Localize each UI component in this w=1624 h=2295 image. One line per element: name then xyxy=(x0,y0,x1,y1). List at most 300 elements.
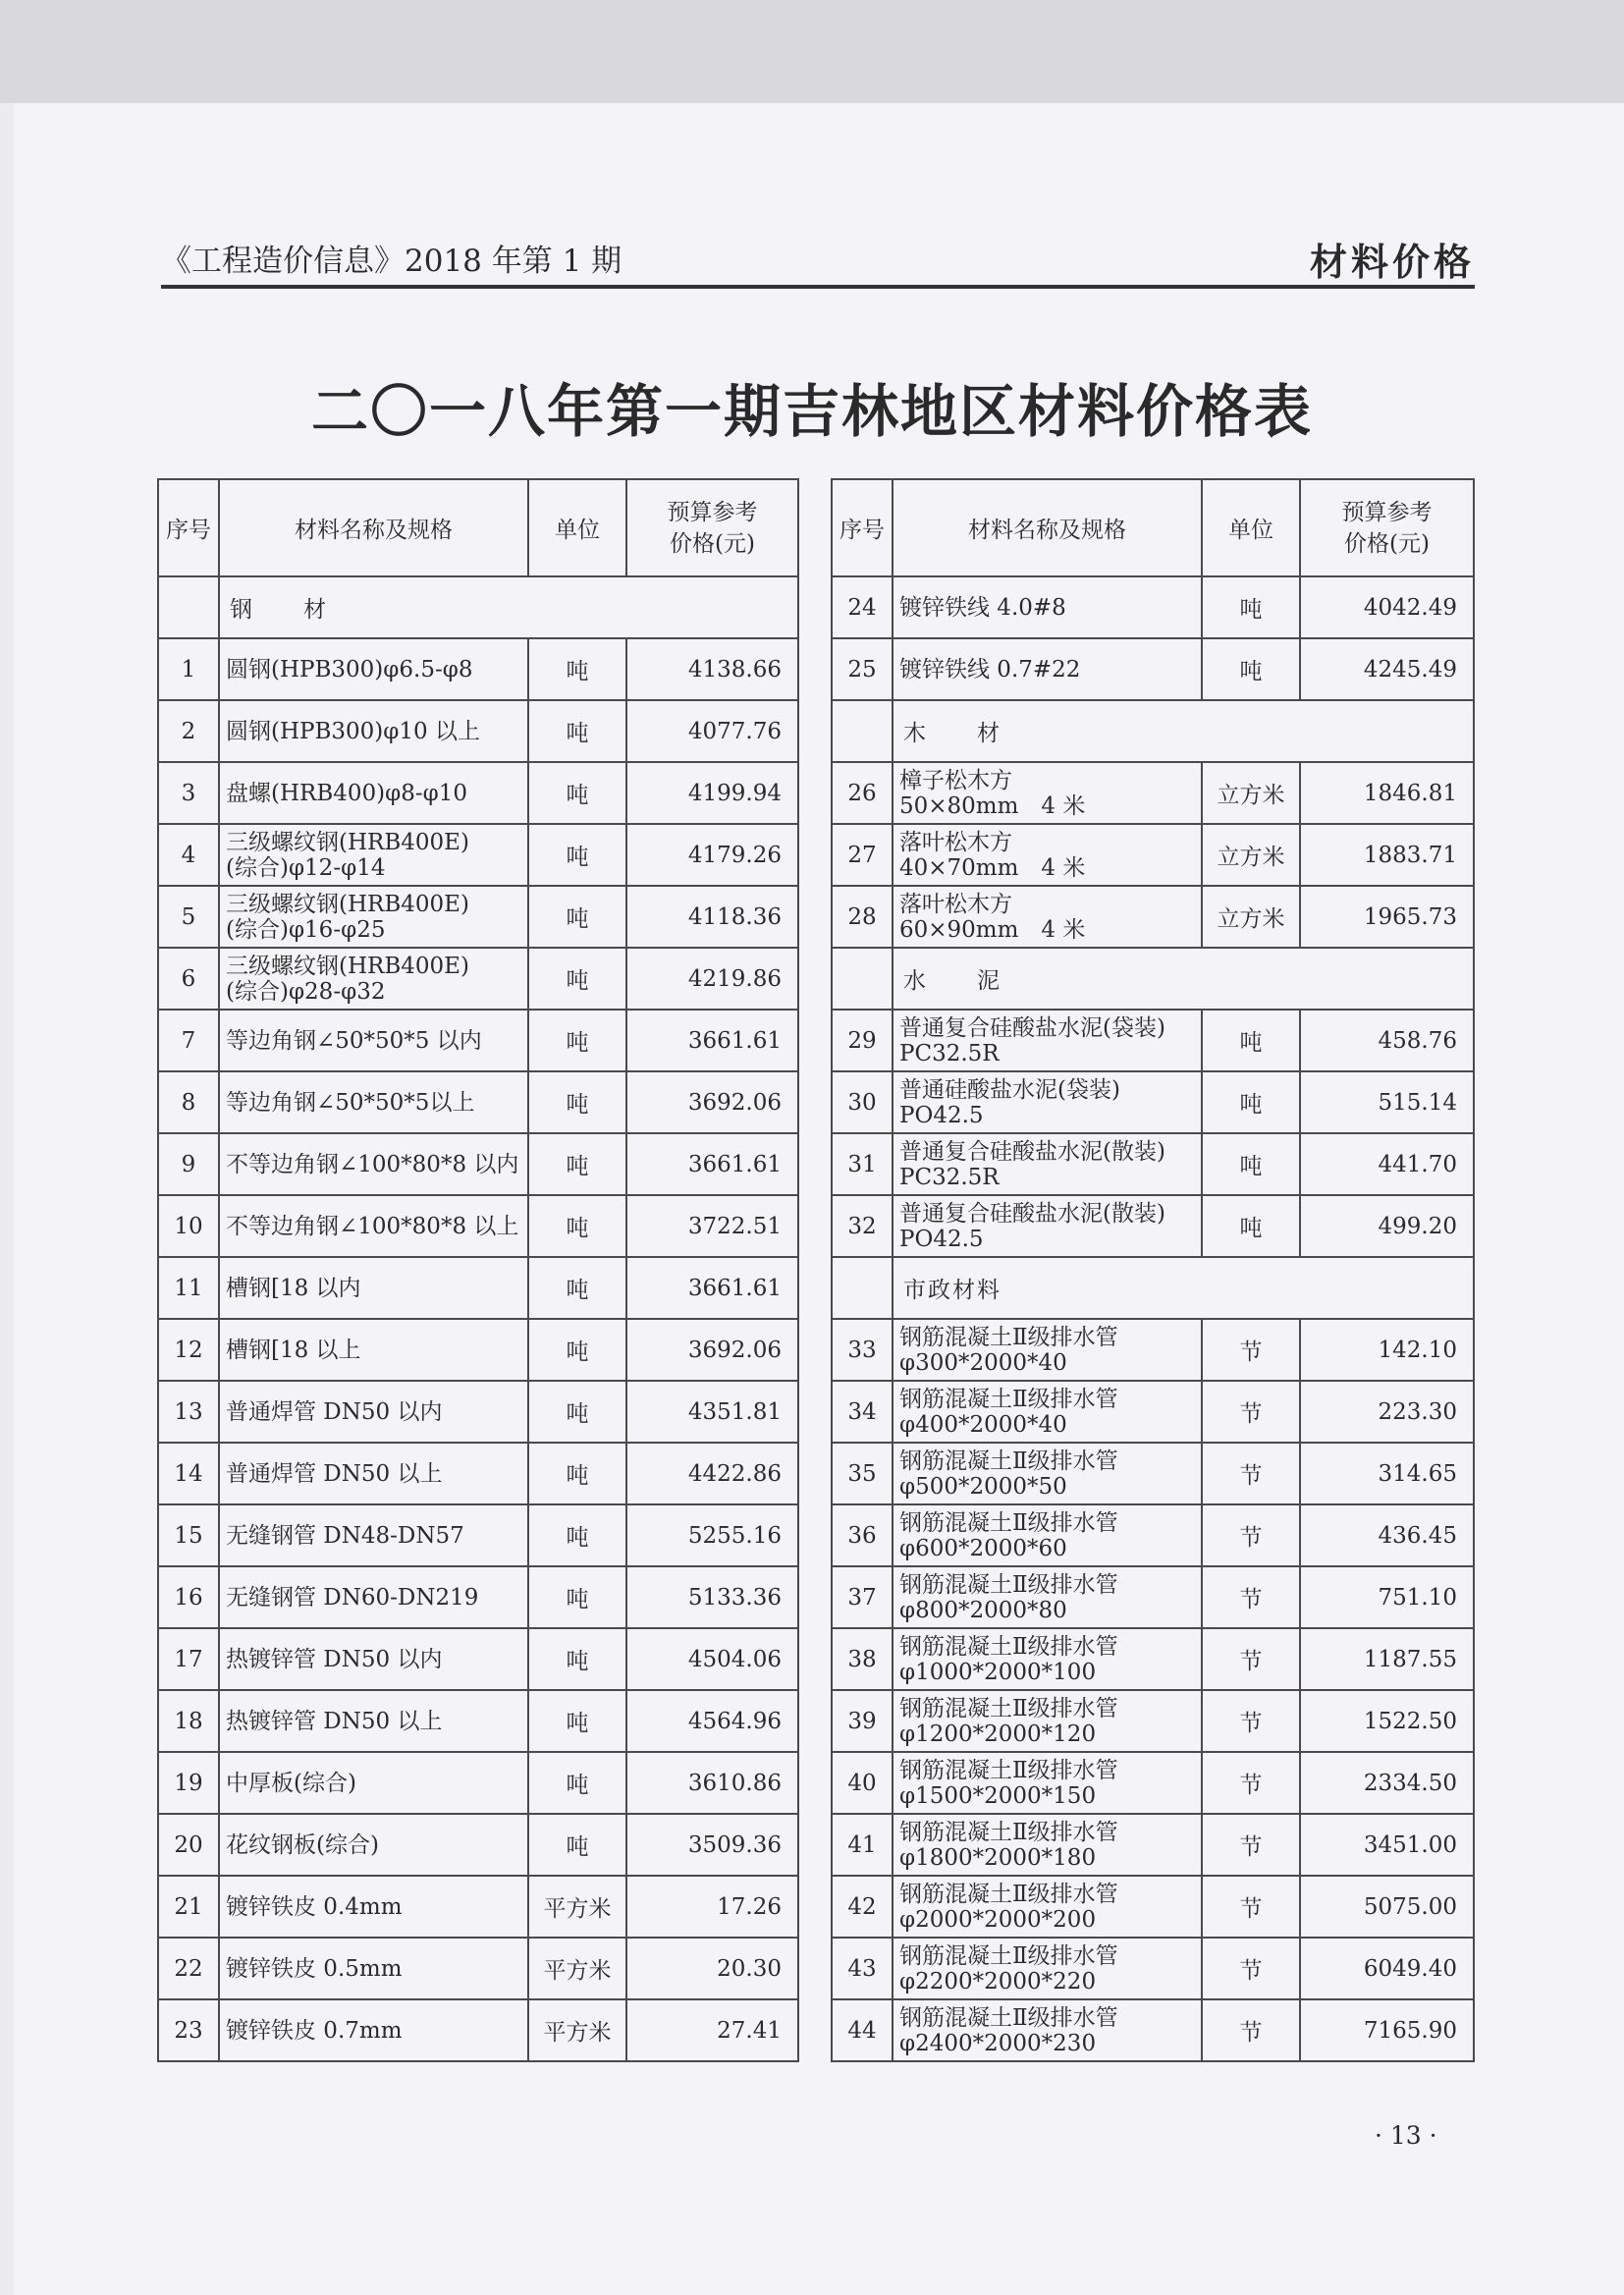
page-title: 二〇一八年第一期吉林地区材料价格表 xyxy=(310,378,1313,445)
item-name-line: 普通复合硅酸盐水泥(散装) xyxy=(899,1200,1165,1227)
item-number: 41 xyxy=(832,1814,893,1876)
item-price: 4219.86 xyxy=(626,948,798,1010)
table-header-row xyxy=(832,479,1474,576)
item-price: 4077.76 xyxy=(626,700,798,762)
item-name-line: 不等边角钢∠100*80*8 以内 xyxy=(226,1151,519,1177)
item-name-line: φ2000*2000*200 xyxy=(899,1906,1097,1933)
page-number: · 13 · xyxy=(1375,2121,1437,2150)
item-name xyxy=(893,1071,1202,1133)
item-unit: 节 xyxy=(1202,1319,1300,1381)
item-price: 3692.06 xyxy=(626,1319,798,1381)
item-price: 458.76 xyxy=(1300,1010,1474,1071)
item-price: 3661.61 xyxy=(626,1010,798,1071)
item-name xyxy=(219,1443,528,1504)
item-name-line: φ500*2000*50 xyxy=(899,1473,1067,1500)
item-price: 4351.81 xyxy=(626,1381,798,1443)
item-name xyxy=(893,1999,1202,2061)
item-number: 39 xyxy=(832,1690,893,1752)
item-price: 4245.49 xyxy=(1300,638,1474,700)
item-price: 4564.96 xyxy=(626,1690,798,1752)
item-name xyxy=(219,700,528,762)
item-unit: 吨 xyxy=(528,1133,626,1195)
item-name-line: φ2200*2000*220 xyxy=(899,1968,1097,1994)
item-name-line: 钢筋混凝土Ⅱ级排水管 xyxy=(899,1819,1118,1845)
item-name xyxy=(893,638,1202,700)
item-name xyxy=(893,1381,1202,1443)
item-name-line: PO42.5 xyxy=(899,1102,984,1128)
item-name-line: 钢筋混凝土Ⅱ级排水管 xyxy=(899,1633,1118,1660)
item-unit: 立方米 xyxy=(1202,886,1300,948)
table-row xyxy=(158,1938,798,1999)
item-number: 5 xyxy=(158,886,219,948)
publication-header: 《工程造价信息》2018 年第 1 期 xyxy=(161,244,623,279)
item-unit: 吨 xyxy=(528,638,626,700)
item-price: 3610.86 xyxy=(626,1752,798,1814)
col-header-price-line2: 价格(元) xyxy=(670,530,755,557)
item-unit: 节 xyxy=(1202,1628,1300,1690)
table-row xyxy=(158,1319,798,1381)
item-unit: 平方米 xyxy=(528,1938,626,1999)
table-row xyxy=(832,886,1474,948)
item-name-line: 普通复合硅酸盐水泥(袋装) xyxy=(899,1014,1165,1041)
item-name-line: 钢筋混凝土Ⅱ级排水管 xyxy=(899,2004,1118,2031)
table-row xyxy=(158,1628,798,1690)
item-unit: 吨 xyxy=(528,1566,626,1628)
item-unit: 吨 xyxy=(528,1628,626,1690)
item-name xyxy=(893,1010,1202,1071)
table-row xyxy=(158,1195,798,1257)
item-name xyxy=(219,1071,528,1133)
item-number: 42 xyxy=(832,1876,893,1938)
table-row xyxy=(158,1381,798,1443)
item-number: 22 xyxy=(158,1938,219,1999)
item-number: 6 xyxy=(158,948,219,1010)
col-header-price-line1: 预算参考 xyxy=(667,499,758,525)
item-unit: 吨 xyxy=(528,1319,626,1381)
item-number: 4 xyxy=(158,824,219,886)
item-name-line: 钢筋混凝土Ⅱ级排水管 xyxy=(899,1757,1118,1783)
item-price: 436.45 xyxy=(1300,1504,1474,1566)
item-name xyxy=(219,1876,528,1938)
item-price: 17.26 xyxy=(626,1876,798,1938)
table-row xyxy=(832,1628,1474,1690)
item-price: 441.70 xyxy=(1300,1133,1474,1195)
item-unit: 吨 xyxy=(528,1690,626,1752)
item-unit: 吨 xyxy=(528,1443,626,1504)
item-unit: 吨 xyxy=(528,1504,626,1566)
table-row xyxy=(832,1938,1474,1999)
item-unit: 节 xyxy=(1202,1381,1300,1443)
item-unit: 节 xyxy=(1202,1938,1300,1999)
item-name xyxy=(893,1504,1202,1566)
item-name-line: 圆钢(HPB300)φ10 以上 xyxy=(226,718,480,744)
section-row xyxy=(832,700,1474,762)
item-name-line: 普通焊管 DN50 以上 xyxy=(226,1460,443,1487)
item-unit: 吨 xyxy=(528,1814,626,1876)
item-price: 27.41 xyxy=(626,1999,798,2061)
item-unit: 吨 xyxy=(1202,576,1300,638)
item-number: 3 xyxy=(158,762,219,824)
item-name xyxy=(219,1381,528,1443)
item-name xyxy=(219,1566,528,1628)
table-row xyxy=(158,886,798,948)
item-name xyxy=(219,948,528,1010)
table-row xyxy=(832,1752,1474,1814)
item-name xyxy=(893,1690,1202,1752)
table-body-right xyxy=(832,576,1474,2061)
item-number: 17 xyxy=(158,1628,219,1690)
item-unit: 吨 xyxy=(528,824,626,886)
table-row xyxy=(832,1999,1474,2061)
item-name xyxy=(219,762,528,824)
item-name-line: φ800*2000*80 xyxy=(899,1597,1067,1623)
col-header-unit: 单位 xyxy=(1202,479,1300,576)
item-name xyxy=(219,1938,528,1999)
item-number: 12 xyxy=(158,1319,219,1381)
item-number: 18 xyxy=(158,1690,219,1752)
price-table-right xyxy=(831,478,1475,2062)
item-number: 16 xyxy=(158,1566,219,1628)
item-name xyxy=(219,1195,528,1257)
item-name xyxy=(893,1814,1202,1876)
item-price: 751.10 xyxy=(1300,1566,1474,1628)
item-name-line: 镀锌铁皮 0.4mm xyxy=(226,1893,403,1920)
table-row xyxy=(832,1195,1474,1257)
item-name xyxy=(219,1257,528,1319)
item-name xyxy=(893,576,1202,638)
item-name-line: 钢筋混凝土Ⅱ级排水管 xyxy=(899,1509,1118,1536)
item-price: 5075.00 xyxy=(1300,1876,1474,1938)
header-rule xyxy=(161,285,1475,289)
item-name xyxy=(893,1628,1202,1690)
item-name-line: (综合)φ16-φ25 xyxy=(226,916,386,943)
item-name xyxy=(893,1133,1202,1195)
table-row xyxy=(158,762,798,824)
item-unit: 节 xyxy=(1202,1876,1300,1938)
item-name-line: 镀锌铁线 0.7#22 xyxy=(899,656,1081,683)
table-row xyxy=(158,1566,798,1628)
item-number: 35 xyxy=(832,1443,893,1504)
item-unit: 节 xyxy=(1202,1752,1300,1814)
item-price: 4422.86 xyxy=(626,1443,798,1504)
item-number: 20 xyxy=(158,1814,219,1876)
item-price: 314.65 xyxy=(1300,1443,1474,1504)
section-label: 钢 材 xyxy=(219,576,798,638)
empty-cell xyxy=(832,700,893,762)
section-label: 水 泥 xyxy=(893,948,1474,1010)
item-unit: 节 xyxy=(1202,1690,1300,1752)
table-row xyxy=(832,1566,1474,1628)
table-row xyxy=(158,1257,798,1319)
col-header-price xyxy=(626,479,798,576)
table-row xyxy=(158,1504,798,1566)
item-number: 14 xyxy=(158,1443,219,1504)
item-number: 9 xyxy=(158,1133,219,1195)
item-name-line: PC32.5R xyxy=(899,1040,1000,1066)
item-name-line: 不等边角钢∠100*80*8 以上 xyxy=(226,1213,519,1239)
item-name xyxy=(219,1690,528,1752)
item-name-line: (综合)φ28-φ32 xyxy=(226,978,386,1005)
item-number: 21 xyxy=(158,1876,219,1938)
item-price: 3509.36 xyxy=(626,1814,798,1876)
item-name xyxy=(893,1319,1202,1381)
table-row xyxy=(832,824,1474,886)
col-header-no: 序号 xyxy=(832,479,893,576)
table-row xyxy=(158,1876,798,1938)
table-row xyxy=(158,1752,798,1814)
item-name-line: φ300*2000*40 xyxy=(899,1349,1067,1376)
item-name-line: 三级螺纹钢(HRB400E) xyxy=(226,829,469,855)
item-name-line: 普通硅酸盐水泥(袋装) xyxy=(899,1076,1120,1103)
item-name-line: 普通复合硅酸盐水泥(散装) xyxy=(899,1138,1165,1165)
item-name xyxy=(219,886,528,948)
item-name-line: 中厚板(综合) xyxy=(226,1770,356,1796)
item-name-line: φ1500*2000*150 xyxy=(899,1782,1097,1809)
item-name xyxy=(219,1010,528,1071)
section-label: 市政材料 xyxy=(893,1257,1474,1319)
item-price: 499.20 xyxy=(1300,1195,1474,1257)
col-header-unit: 单位 xyxy=(528,479,626,576)
item-unit: 吨 xyxy=(528,948,626,1010)
table-row xyxy=(832,762,1474,824)
table-row xyxy=(158,1814,798,1876)
item-number: 15 xyxy=(158,1504,219,1566)
item-price: 4138.66 xyxy=(626,638,798,700)
section-label: 木 材 xyxy=(893,700,1474,762)
col-header-name: 材料名称及规格 xyxy=(893,479,1202,576)
item-number: 10 xyxy=(158,1195,219,1257)
item-name xyxy=(893,886,1202,948)
item-unit: 吨 xyxy=(528,762,626,824)
table-row xyxy=(158,1443,798,1504)
section-row xyxy=(832,948,1474,1010)
item-name-line: 镀锌铁皮 0.5mm xyxy=(226,1955,403,1982)
item-name-line: 三级螺纹钢(HRB400E) xyxy=(226,953,469,979)
item-number: 30 xyxy=(832,1071,893,1133)
price-table-left xyxy=(157,478,799,2062)
item-name-line: 樟子松木方 xyxy=(899,767,1012,793)
item-price: 2334.50 xyxy=(1300,1752,1474,1814)
table-row xyxy=(158,1010,798,1071)
table-row xyxy=(832,1876,1474,1938)
item-price: 3722.51 xyxy=(626,1195,798,1257)
item-number: 27 xyxy=(832,824,893,886)
item-number: 40 xyxy=(832,1752,893,1814)
item-price: 1187.55 xyxy=(1300,1628,1474,1690)
table-row xyxy=(832,1071,1474,1133)
item-price: 3661.61 xyxy=(626,1133,798,1195)
item-name-line: 钢筋混凝土Ⅱ级排水管 xyxy=(899,1386,1118,1412)
table-row xyxy=(158,824,798,886)
item-price: 515.14 xyxy=(1300,1071,1474,1133)
item-name-line: 钢筋混凝土Ⅱ级排水管 xyxy=(899,1942,1118,1969)
item-unit: 吨 xyxy=(1202,1195,1300,1257)
item-name xyxy=(219,1999,528,2061)
item-unit: 吨 xyxy=(528,1257,626,1319)
item-number: 7 xyxy=(158,1010,219,1071)
section-header: 材料价格 xyxy=(1309,240,1475,284)
item-price: 4504.06 xyxy=(626,1628,798,1690)
item-name-line: 圆钢(HPB300)φ6.5-φ8 xyxy=(226,656,473,683)
item-name xyxy=(893,1443,1202,1504)
item-name xyxy=(893,1938,1202,1999)
item-number: 2 xyxy=(158,700,219,762)
item-price: 1965.73 xyxy=(1300,886,1474,948)
item-name-line: 普通焊管 DN50 以内 xyxy=(226,1398,443,1425)
item-name xyxy=(219,824,528,886)
item-number: 26 xyxy=(832,762,893,824)
table-row xyxy=(158,948,798,1010)
item-name xyxy=(219,1319,528,1381)
item-number: 29 xyxy=(832,1010,893,1071)
item-number: 25 xyxy=(832,638,893,700)
item-price: 3451.00 xyxy=(1300,1814,1474,1876)
table-row xyxy=(158,1071,798,1133)
col-header-name: 材料名称及规格 xyxy=(219,479,528,576)
item-name-line: 钢筋混凝土Ⅱ级排水管 xyxy=(899,1695,1118,1721)
item-name-line: φ1800*2000*180 xyxy=(899,1844,1097,1871)
item-unit: 节 xyxy=(1202,1814,1300,1876)
item-name xyxy=(219,1504,528,1566)
item-number: 37 xyxy=(832,1566,893,1628)
item-price: 4199.94 xyxy=(626,762,798,824)
item-unit: 吨 xyxy=(528,1381,626,1443)
item-name xyxy=(893,1566,1202,1628)
table-row xyxy=(832,1814,1474,1876)
col-header-price-line2: 价格(元) xyxy=(1344,530,1430,557)
item-unit: 吨 xyxy=(528,1071,626,1133)
item-name-line: 40×70mm 4 米 xyxy=(899,854,1086,881)
item-name-line: 热镀锌管 DN50 以上 xyxy=(226,1708,443,1734)
col-header-price-line1: 预算参考 xyxy=(1341,499,1433,525)
table-row xyxy=(832,638,1474,700)
item-unit: 吨 xyxy=(1202,1133,1300,1195)
item-price: 4179.26 xyxy=(626,824,798,886)
table-row xyxy=(832,1504,1474,1566)
item-unit: 平方米 xyxy=(528,1876,626,1938)
table-row xyxy=(832,576,1474,638)
item-name-line: 落叶松木方 xyxy=(899,891,1012,917)
item-name-line: 钢筋混凝土Ⅱ级排水管 xyxy=(899,1571,1118,1598)
item-number: 44 xyxy=(832,1999,893,2061)
item-name-line: PO42.5 xyxy=(899,1226,984,1252)
item-name-line: 钢筋混凝土Ⅱ级排水管 xyxy=(899,1448,1118,1474)
item-name-line: φ600*2000*60 xyxy=(899,1535,1067,1561)
item-number: 33 xyxy=(832,1319,893,1381)
item-price: 3661.61 xyxy=(626,1257,798,1319)
item-number: 19 xyxy=(158,1752,219,1814)
item-name-line: 花纹钢板(综合) xyxy=(226,1831,379,1858)
item-name-line: (综合)φ12-φ14 xyxy=(226,854,386,881)
item-number: 36 xyxy=(832,1504,893,1566)
item-number: 34 xyxy=(832,1381,893,1443)
item-unit: 吨 xyxy=(528,700,626,762)
item-price: 142.10 xyxy=(1300,1319,1474,1381)
item-unit: 吨 xyxy=(528,1195,626,1257)
item-name-line: 镀锌铁线 4.0#8 xyxy=(899,594,1066,621)
item-number: 28 xyxy=(832,886,893,948)
empty-cell xyxy=(832,1257,893,1319)
item-unit: 吨 xyxy=(528,1752,626,1814)
item-number: 1 xyxy=(158,638,219,700)
item-name-line: 热镀锌管 DN50 以内 xyxy=(226,1646,443,1672)
table-row xyxy=(158,700,798,762)
table-row xyxy=(158,1133,798,1195)
item-price: 7165.90 xyxy=(1300,1999,1474,2061)
item-number: 38 xyxy=(832,1628,893,1690)
table-body-left xyxy=(158,576,798,2061)
empty-cell xyxy=(832,948,893,1010)
item-name-line: 钢筋混凝土Ⅱ级排水管 xyxy=(899,1881,1118,1907)
item-unit: 节 xyxy=(1202,1566,1300,1628)
item-name-line: 50×80mm 4 米 xyxy=(899,792,1086,819)
table-row xyxy=(158,1690,798,1752)
item-name-line: 槽钢[18 以内 xyxy=(226,1275,361,1301)
item-name xyxy=(219,1752,528,1814)
item-name xyxy=(893,1876,1202,1938)
item-number: 11 xyxy=(158,1257,219,1319)
item-number: 24 xyxy=(832,576,893,638)
item-unit: 节 xyxy=(1202,1504,1300,1566)
table-row xyxy=(832,1443,1474,1504)
item-name xyxy=(893,1195,1202,1257)
item-name-line: 三级螺纹钢(HRB400E) xyxy=(226,891,469,917)
item-unit: 立方米 xyxy=(1202,762,1300,824)
item-name xyxy=(893,824,1202,886)
table-row xyxy=(832,1319,1474,1381)
col-header-no: 序号 xyxy=(158,479,219,576)
item-price: 1846.81 xyxy=(1300,762,1474,824)
table-row xyxy=(832,1133,1474,1195)
item-price: 5255.16 xyxy=(626,1504,798,1566)
item-name-line: 无缝钢管 DN60-DN219 xyxy=(226,1584,479,1611)
item-price: 1522.50 xyxy=(1300,1690,1474,1752)
item-name xyxy=(893,762,1202,824)
item-unit: 吨 xyxy=(528,886,626,948)
table-row xyxy=(832,1010,1474,1071)
item-unit: 吨 xyxy=(1202,1071,1300,1133)
item-unit: 吨 xyxy=(1202,1010,1300,1071)
item-price: 20.30 xyxy=(626,1938,798,1999)
item-name-line: PC32.5R xyxy=(899,1164,1000,1190)
scanner-margin xyxy=(0,0,1624,103)
item-number: 43 xyxy=(832,1938,893,1999)
item-unit: 节 xyxy=(1202,1999,1300,2061)
item-unit: 立方米 xyxy=(1202,824,1300,886)
section-row xyxy=(158,576,798,638)
item-price: 6049.40 xyxy=(1300,1938,1474,1999)
item-name-line: φ2400*2000*230 xyxy=(899,2030,1097,2056)
item-number: 31 xyxy=(832,1133,893,1195)
item-unit: 节 xyxy=(1202,1443,1300,1504)
item-name-line: 槽钢[18 以上 xyxy=(226,1337,361,1363)
col-header-price xyxy=(1300,479,1474,576)
table-row xyxy=(158,1999,798,2061)
item-name-line: φ1200*2000*120 xyxy=(899,1721,1097,1747)
item-name xyxy=(219,1814,528,1876)
item-price: 223.30 xyxy=(1300,1381,1474,1443)
item-price: 5133.36 xyxy=(626,1566,798,1628)
item-name-line: 等边角钢∠50*50*5以上 xyxy=(226,1089,475,1116)
item-unit: 吨 xyxy=(1202,638,1300,700)
item-number: 8 xyxy=(158,1071,219,1133)
item-price: 4042.49 xyxy=(1300,576,1474,638)
item-name xyxy=(219,1133,528,1195)
item-name-line: 无缝钢管 DN48-DN57 xyxy=(226,1522,464,1549)
item-name-line: 等边角钢∠50*50*5 以内 xyxy=(226,1027,482,1054)
item-number: 32 xyxy=(832,1195,893,1257)
item-name-line: φ400*2000*40 xyxy=(899,1411,1067,1438)
